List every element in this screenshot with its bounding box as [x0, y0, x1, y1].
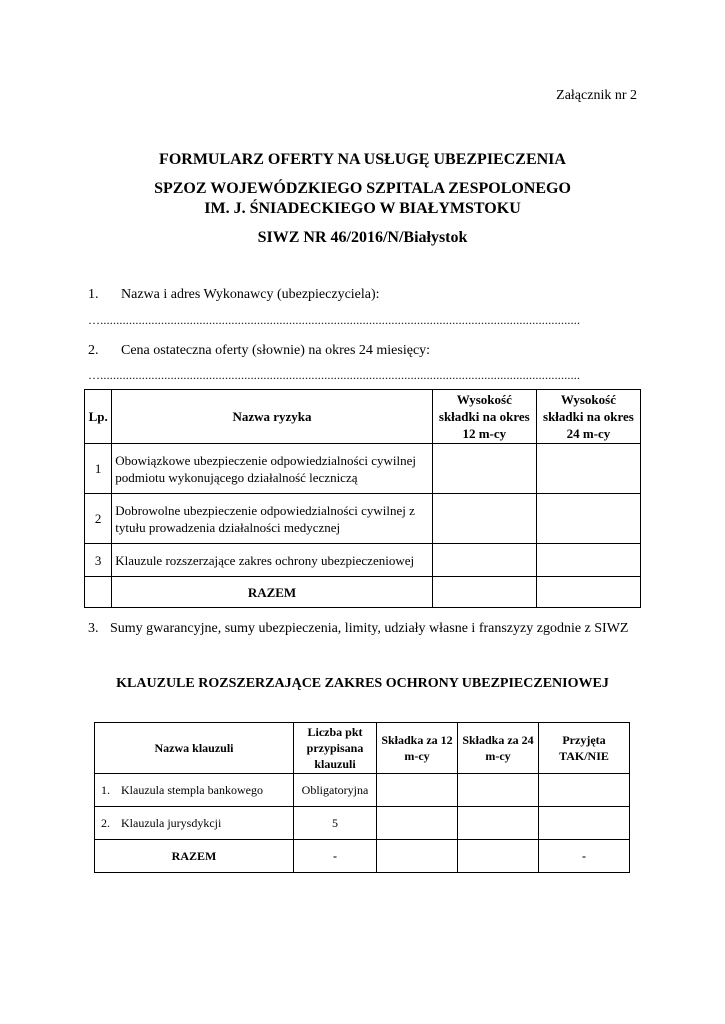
- header-premium-24: Składka za 24 m-cy: [458, 723, 539, 774]
- header-risk-name: Nazwa ryzyka: [112, 390, 432, 444]
- row-lp: 1: [85, 444, 112, 494]
- table-row: [95, 774, 630, 807]
- premium-12-cell[interactable]: [432, 544, 536, 577]
- document-title-line-4: SIWZ NR 46/2016/N/Białystok: [257, 229, 468, 246]
- header-premium-12: Wysokość składki na okres 12 m-cy: [432, 390, 536, 444]
- clauses-total-label: RAZEM: [95, 840, 294, 873]
- table-row: [85, 444, 641, 494]
- row-risk-name: Klauzule rozszerzające zakres ochrony ubezpieczeniowej: [112, 544, 432, 577]
- clauses-total-12-cell[interactable]: [377, 840, 458, 873]
- price-fill-line[interactable]: …......................................................................................................................................................: [88, 368, 581, 382]
- item-1-label: Nazwa i adres Wykonawcy (ubezpieczyciela):: [121, 287, 380, 302]
- risk-total-label: RAZEM: [112, 577, 432, 608]
- clause-premium-24-cell[interactable]: [458, 807, 539, 840]
- risk-table-header: [85, 390, 641, 444]
- contractor-fill-line[interactable]: …......................................................................................................................................................: [88, 313, 581, 327]
- row-lp: 2: [85, 494, 112, 544]
- clause-points: Obligatoryjna: [294, 774, 377, 807]
- item-3-number: 3.: [88, 621, 99, 636]
- clause-accepted-cell[interactable]: [539, 774, 630, 807]
- risk-table: [84, 389, 641, 608]
- item-2-label: Cena ostateczna oferty (słownie) na okres 24 miesięcy:: [121, 343, 431, 358]
- document-title-line-1: FORMULARZ OFERTY NA USŁUGĘ UBEZPIECZENIA: [159, 151, 566, 168]
- row-risk-name: Obowiązkowe ubezpieczenie odpowiedzialności cywilnej podmiotu wykonującego działalność leczniczą: [112, 444, 432, 494]
- clause-accepted-cell[interactable]: [539, 807, 630, 840]
- clauses-section-title: KLAUZULE ROZSZERZAJĄCE ZAKRES OCHRONY UBEZPIECZENIOWEJ: [116, 676, 609, 691]
- row-risk-name: Dobrowolne ubezpieczenie odpowiedzialności cywilnej z tytułu prowadzenia działalności medycznej: [112, 494, 432, 544]
- risk-total-row: [85, 577, 641, 608]
- clause-name: Klauzula stempla bankowego: [118, 774, 294, 807]
- clauses-table-header: [95, 723, 630, 774]
- row-lp: 3: [85, 544, 112, 577]
- header-lp: Lp.: [85, 390, 112, 444]
- table-row: [85, 494, 641, 544]
- header-premium-12: Składka za 12 m-cy: [377, 723, 458, 774]
- clauses-table: [94, 722, 630, 873]
- item-3: [88, 620, 640, 638]
- header-premium-24: Wysokość składki na okres 24 m-cy: [536, 390, 640, 444]
- total-lp-cell: [85, 577, 112, 608]
- clause-premium-12-cell[interactable]: [377, 774, 458, 807]
- premium-12-cell[interactable]: [432, 494, 536, 544]
- clauses-total-accepted: -: [539, 840, 630, 873]
- total-24-cell[interactable]: [536, 577, 640, 608]
- table-row: [85, 544, 641, 577]
- clause-points: 5: [294, 807, 377, 840]
- clauses-total-points: -: [294, 840, 377, 873]
- header-points: Liczba pkt przypisana klauzuli: [294, 723, 377, 774]
- clause-premium-12-cell[interactable]: [377, 807, 458, 840]
- item-3-text: Sumy gwarancyjne, sumy ubezpieczenia, limity, udziały własne i franszyzy zgodnie z SIWZ: [110, 621, 629, 636]
- table-row: [95, 807, 630, 840]
- premium-24-cell[interactable]: [536, 544, 640, 577]
- clauses-total-24-cell[interactable]: [458, 840, 539, 873]
- total-12-cell[interactable]: [432, 577, 536, 608]
- clause-name: Klauzula jurysdykcji: [118, 807, 294, 840]
- header-accepted: Przyjęta TAK/NIE: [539, 723, 630, 774]
- item-1-number: 1.: [88, 287, 99, 302]
- item-2-number: 2.: [88, 343, 99, 358]
- premium-24-cell[interactable]: [536, 494, 640, 544]
- premium-12-cell[interactable]: [432, 444, 536, 494]
- header-clause-name: Nazwa klauzuli: [95, 723, 294, 774]
- clause-number: 1.: [95, 774, 119, 807]
- document-title-line-2: SPZOZ WOJEWÓDZKIEGO SZPITALA ZESPOLONEGO: [154, 180, 571, 197]
- annex-label: Załącznik nr 2: [556, 88, 637, 103]
- clause-number: 2.: [95, 807, 119, 840]
- clauses-total-row: [95, 840, 630, 873]
- clause-premium-24-cell[interactable]: [458, 774, 539, 807]
- premium-24-cell[interactable]: [536, 444, 640, 494]
- document-title-line-3: IM. J. ŚNIADECKIEGO W BIAŁYMSTOKU: [204, 200, 521, 217]
